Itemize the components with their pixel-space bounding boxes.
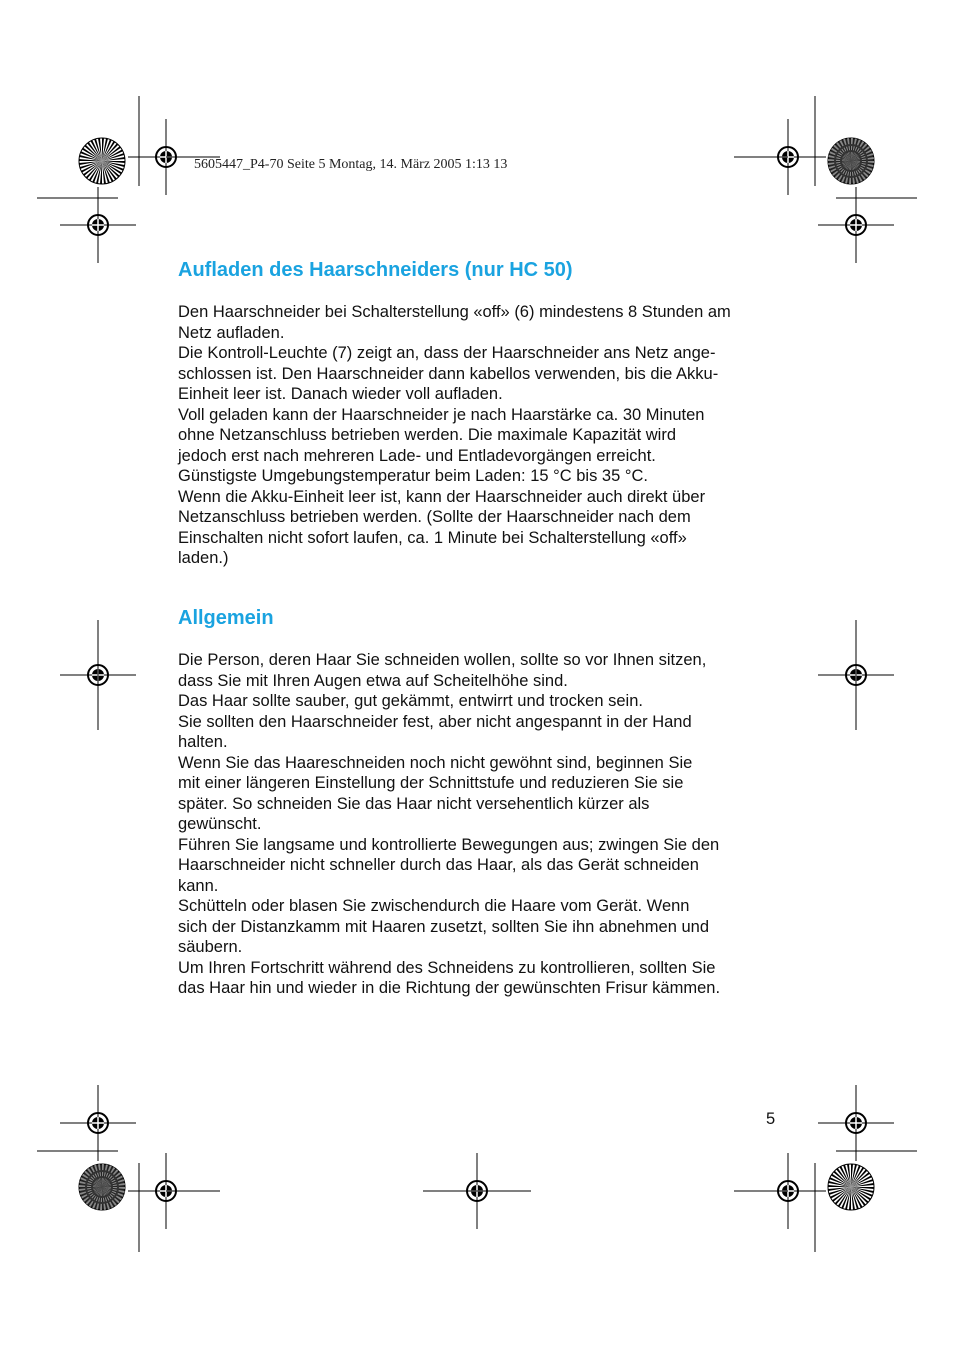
registration-mark-icon: [60, 1085, 136, 1161]
text-line: dass Sie mit Ihren Augen etwa auf Scheitelhöhe sind.: [178, 671, 568, 690]
text-line: Den Haarschneider bei Schalterstellung «off» (6) mindestens 8 Stunden am: [178, 303, 731, 321]
registration-mark-icon: [818, 1085, 894, 1161]
print-slug: 5605447_P4-70 Seite 5 Montag, 14. März 2005 1:13 13: [194, 157, 508, 172]
text-line: Haarschneider nicht schneller durch das Haar, als das Gerät schneiden: [178, 856, 699, 874]
color-bar-wheel-icon: [79, 138, 125, 184]
color-bar-wheel-icon: [828, 1164, 874, 1210]
text-line: Schütteln oder blasen Sie zwischendurch die Haare vom Gerät. Wenn: [178, 897, 690, 915]
text-line: mit einer längeren Einstellung der Schnittstufe und reduzieren Sie sie: [178, 774, 684, 792]
text-line: Netzanschluss betrieben werden. (Sollte der Haarschneider nach dem: [178, 508, 691, 526]
page-number: 5: [766, 1110, 776, 1128]
section-body-general: [178, 650, 788, 999]
section-title-general: Allgemein: [178, 607, 274, 629]
text-line: Die Kontroll-Leuchte (7) zeigt an, dass der Haarschneider ans Netz ange-: [178, 344, 716, 362]
text-line: kann.: [178, 876, 219, 895]
text-line: laden.): [178, 549, 229, 567]
text-line: halten.: [178, 733, 228, 751]
text-line: Günstigste Umgebungstemperatur beim Laden: 15 °C bis 35 °C.: [178, 467, 648, 485]
text-line: Netz aufladen.: [178, 323, 285, 342]
text-line: Wenn die Akku-Einheit leer ist, kann der Haarschneider auch direkt über: [178, 487, 706, 506]
color-bar-wheel-icon: [79, 1164, 125, 1210]
text-line: säubern.: [178, 938, 243, 956]
text-line: schlossen ist. Den Haarschneider dann kabellos verwenden, bis die Akku-: [178, 364, 719, 383]
text-line: Die Person, deren Haar Sie schneiden wollen, sollte so vor Ihnen sitzen,: [178, 651, 707, 669]
text-line: Einschalten nicht sofort laufen, ca. 1 Minute bei Schalterstellung «off»: [178, 528, 687, 547]
text-line: später. So schneiden Sie das Haar nicht versehentlich kürzer als: [178, 794, 650, 813]
text-line: Wenn Sie das Haareschneiden noch nicht gewöhnt sind, beginnen Sie: [178, 753, 693, 772]
section-title-charging: Aufladen des Haarschneiders (nur HC 50): [178, 259, 573, 281]
text-line: jedoch erst nach mehreren Lade- und Entladevorgängen erreicht.: [178, 446, 656, 465]
text-line: das Haar hin und wieder in die Richtung der gewünschten Frisur kämmen.: [178, 979, 721, 997]
text-line: Um Ihren Fortschritt während des Schneidens zu kontrollieren, sollten Sie: [178, 958, 716, 977]
text-line: sich der Distanzkamm mit Haaren zusetzt, sollten Sie ihn abnehmen und: [178, 917, 710, 936]
text-line: gewünscht.: [178, 815, 262, 833]
text-line: ohne Netzanschluss betrieben werden. Die maximale Kapazität wird: [178, 426, 677, 444]
section-body-charging: [178, 302, 788, 569]
text-line: Sie sollten den Haarschneider fest, aber nicht angespannt in der Hand: [178, 712, 692, 731]
text-line: Führen Sie langsame und kontrollierte Bewegungen aus; zwingen Sie den: [178, 835, 720, 854]
text-line: Einheit leer ist. Danach wieder voll aufladen.: [178, 385, 503, 403]
text-line: Voll geladen kann der Haarschneider je nach Haarstärke ca. 30 Minuten: [178, 405, 705, 424]
text-line: Das Haar sollte sauber, gut gekämmt, entwirrt und trocken sein.: [178, 692, 643, 710]
color-bar-wheel-icon: [828, 138, 874, 184]
